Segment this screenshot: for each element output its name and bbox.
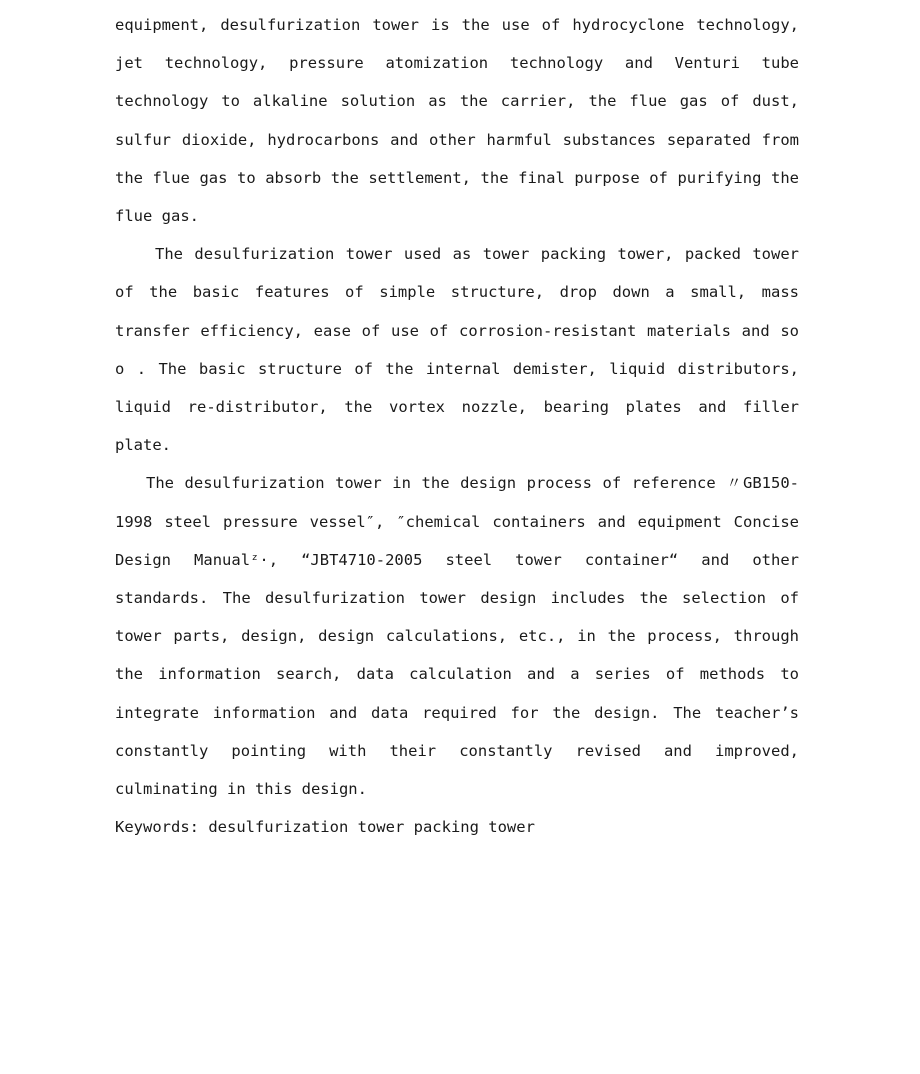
document-body (115, 6, 799, 846)
keywords-line: Keywords: desulfurization tower packing tower (115, 818, 535, 837)
paragraph-design-process: The desulfurization tower in the design process of reference 〃GB150-1998 steel pressure vessel″, ″chemical containers and equipment Concise Design Manualᶻ·, “JBT4710-2005 steel tower container“ and other standards. The desulfurization tower design includes the selection of tower parts, design, design calculations, etc., in the process, through the information search, data calculation and a series of methods to integrate information and data required for the design. The teacher’s constantly pointing with their constantly revised and improved, culminating in this design. (115, 474, 799, 799)
paragraph-continuation: equipment, desulfurization tower is the use of hydrocyclone technology, jet technology, pressure atomization technology and Venturi tube technology to alkaline solution as the carrier, the flue gas of dust, sulfur dioxide, hydrocarbons and other harmful substances separated from the flue gas to absorb the settlement, the final purpose of purifying the flue gas. (115, 16, 799, 226)
paragraph-tower-structure: The desulfurization tower used as tower packing tower, packed tower of the basic features of simple structure, drop down a small, mass transfer efficiency, ease of use of corrosion-resistant materials and so o . The basic structure of the internal demister, liquid distributors, liquid re-distributor, the vortex nozzle, bearing plates and filler plate. (115, 245, 799, 455)
